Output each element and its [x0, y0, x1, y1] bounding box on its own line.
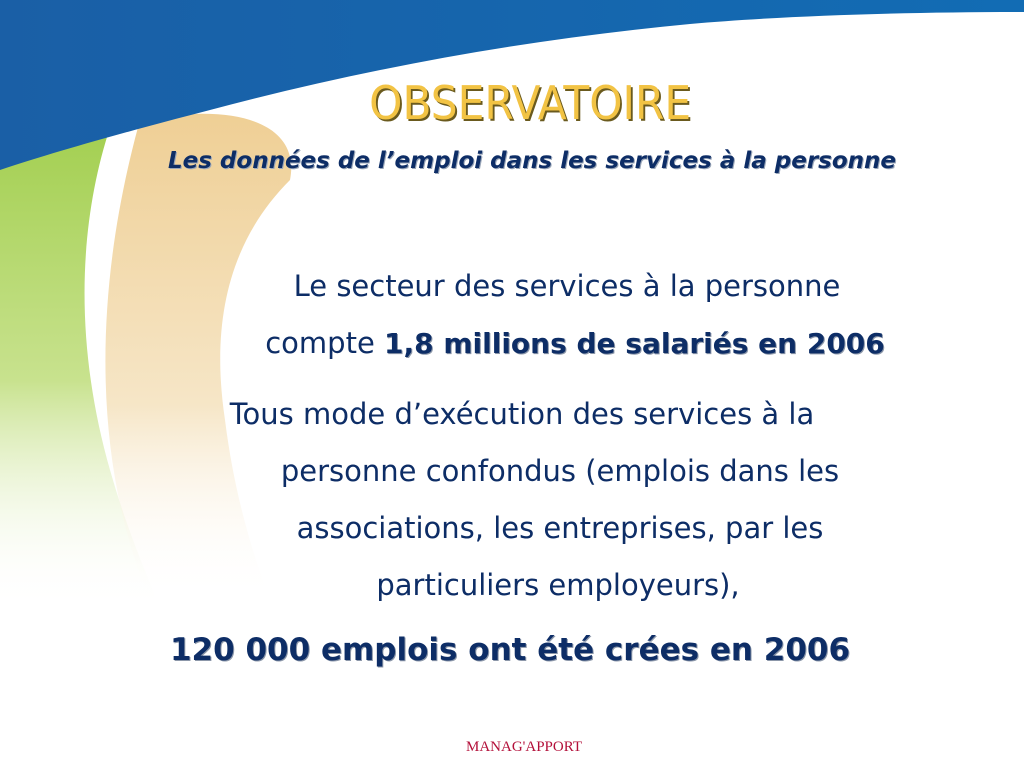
slide-subtitle: Les données de l’emploi dans les services à la personne [167, 148, 896, 174]
conclusion-highlight: 120 000 emplois ont été crées en 2006 [169, 632, 851, 668]
slide-title: OBSERVATOIRE [369, 76, 692, 130]
salaries-highlight: 1,8 millions de salariés en 2006 [384, 327, 885, 360]
paragraph-modes-line-3: associations, les entreprises, par les [296, 511, 824, 545]
paragraph-modes-line-2: personne confondus (emplois dans les [280, 454, 840, 488]
paragraph-salaries-prefix: compte [265, 326, 385, 360]
slide-body [120, 258, 960, 672]
paragraph-salaries-line-2 [120, 315, 960, 372]
footer-brand: MANAG'APPORT [466, 739, 582, 755]
paragraph-modes-line-1: Tous mode d’exécution des services à la [229, 397, 815, 431]
paragraph-salaries-line-1: Le secteur des services à la personne [293, 269, 841, 303]
paragraph-modes-line-4: particuliers employeurs), [376, 568, 740, 602]
paragraph-salaries [120, 258, 960, 372]
paragraph-modes [120, 386, 960, 614]
